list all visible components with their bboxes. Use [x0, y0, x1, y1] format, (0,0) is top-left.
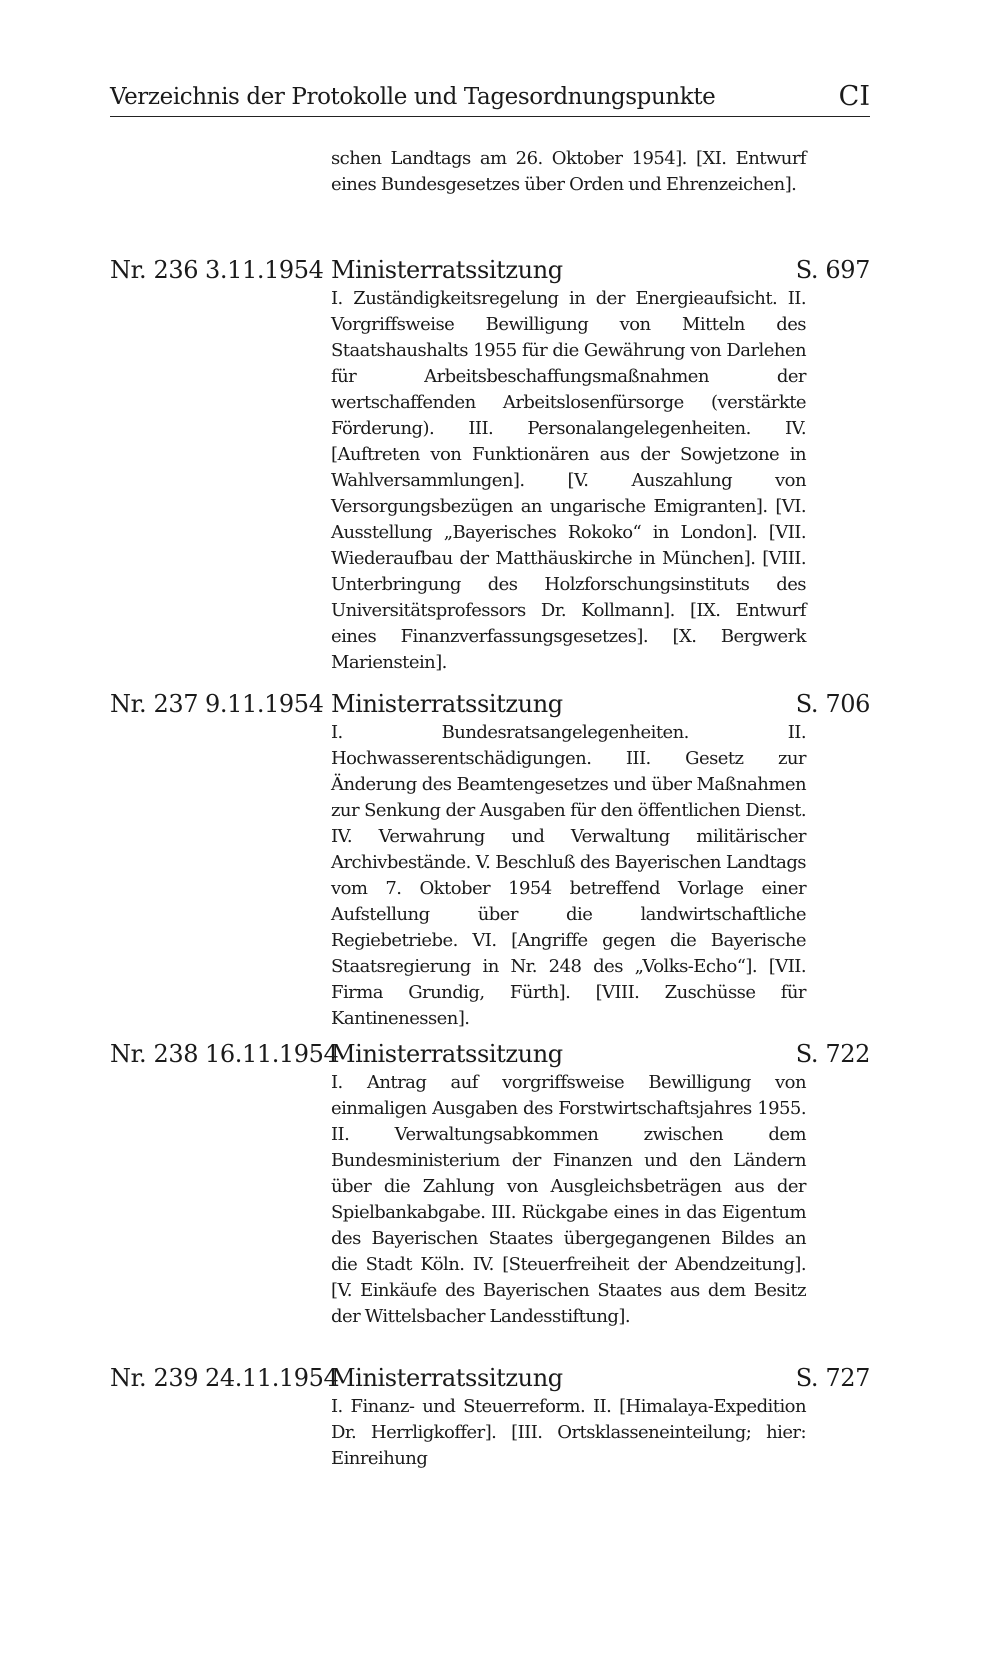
- protocol-entry-236: [110, 256, 870, 676]
- entry-agenda: I. Zuständigkeitsregelung in der Energieaufsicht. II. Vorgriffsweise Bewilligung von Mitteln des Staatshaushalts 1955 für die Gewährung von Darlehen für Arbeitsbeschaffungsmaßnahmen der wertschaffenden Arbeitslosenfürsorge (verstärkte Förderung). III. Personalangelegenheiten. IV. [Auftreten von Funktionären aus der Sowjetzone in Wahlversammlungen]. [V. Auszahlung von Versorgungsbezügen an ungarische Emigranten]. [VI. Ausstellung „Bayerisches Rokoko“ in London]. [VII. Wiederaufbau der Matthäuskirche in München]. [VIII. Unterbringung des Holzforschungsinstituts des Universitätsprofessors Dr. Kollmann]. [IX. Entwurf eines Finanzverfassungsgesetzes]. [X. Bergwerk Marienstein].: [331, 288, 806, 673]
- entry-agenda: I. Bundesratsangelegenheiten. II. Hochwasserentschädigungen. III. Gesetz zur Änderung des Beamtengesetzes und über Maßnahmen zur Senkung der Ausgaben für den öffentlichen Dienst. IV. Verwahrung und Verwaltung militärischer Archivbestände. V. Beschluß des Bayerischen Landtags vom 7. Oktober 1954 betreffend Vorlage einer Aufstellung über die landwirtschaftliche Regiebetriebe. VI. [Angriffe gegen die Bayerische Staatsregierung in Nr. 248 des „Volks-Echo“]. [VII. Firma Grundig, Fürth]. [VIII. Zuschüsse für Kantinenessen].: [331, 722, 806, 1029]
- entry-page-reference: S. 697: [795, 256, 870, 284]
- entry-number: Nr. 236: [110, 256, 199, 284]
- entry-page-reference: S. 722: [795, 1040, 870, 1068]
- header-title: Verzeichnis der Protokolle und Tagesordnungspunkte: [110, 84, 716, 110]
- protocol-entry-237: [110, 690, 870, 1032]
- protocol-entry-238: [110, 1040, 870, 1330]
- entry-page-reference: S. 706: [795, 690, 870, 718]
- running-header: [110, 80, 870, 117]
- entry-type: Ministerratssitzung: [331, 1364, 563, 1392]
- entry-date: 9.11.1954: [205, 690, 324, 718]
- entry-agenda: I. Finanz- und Steuerreform. II. [Himalaya-Expedition Dr. Herrligkoffer]. [III. Ortsklasseneinteilung; hier: Einreihung: [331, 1396, 806, 1469]
- header-page-number: CI: [838, 81, 870, 112]
- entry-date: 3.11.1954: [205, 256, 324, 284]
- continuation-block: [331, 146, 806, 198]
- entry-date: 16.11.1954: [205, 1040, 339, 1068]
- entry-heading: [110, 1040, 870, 1070]
- entry-heading: [110, 690, 870, 720]
- entry-number: Nr. 239: [110, 1364, 199, 1392]
- entry-body: [331, 720, 806, 1032]
- entry-type: Ministerratssitzung: [331, 256, 563, 284]
- entry-date: 24.11.1954: [205, 1364, 339, 1392]
- entry-body: [331, 1394, 806, 1472]
- entry-body: [331, 286, 806, 676]
- entry-number: Nr. 237: [110, 690, 199, 718]
- entry-type: Ministerratssitzung: [331, 1040, 563, 1068]
- entry-heading: [110, 1364, 870, 1394]
- entry-page-reference: S. 727: [795, 1364, 870, 1392]
- entry-body: [331, 1070, 806, 1330]
- continuation-text: schen Landtags am 26. Oktober 1954]. [XI. Entwurf eines Bundesgesetzes über Orden und Ehrenzeichen].: [331, 148, 806, 195]
- entry-agenda: I. Antrag auf vorgriffsweise Bewilligung von einmaligen Ausgaben des Forstwirtschaftsjahres 1955. II. Verwaltungsabkommen zwischen dem Bundesministerium der Finanzen und den Ländern über die Zahlung von Ausgleichsbeträgen aus der Spielbankabgabe. III. Rückgabe eines in das Eigentum des Bayerischen Staates übergegangenen Bildes an die Stadt Köln. IV. [Steuerfreiheit der Abendzeitung]. [V. Einkäufe des Bayerischen Staates aus dem Besitz der Wittelsbacher Landesstiftung].: [331, 1072, 806, 1327]
- entry-heading: [110, 256, 870, 286]
- entry-type: Ministerratssitzung: [331, 690, 563, 718]
- entry-number: Nr. 238: [110, 1040, 199, 1068]
- protocol-entry-239: [110, 1364, 870, 1472]
